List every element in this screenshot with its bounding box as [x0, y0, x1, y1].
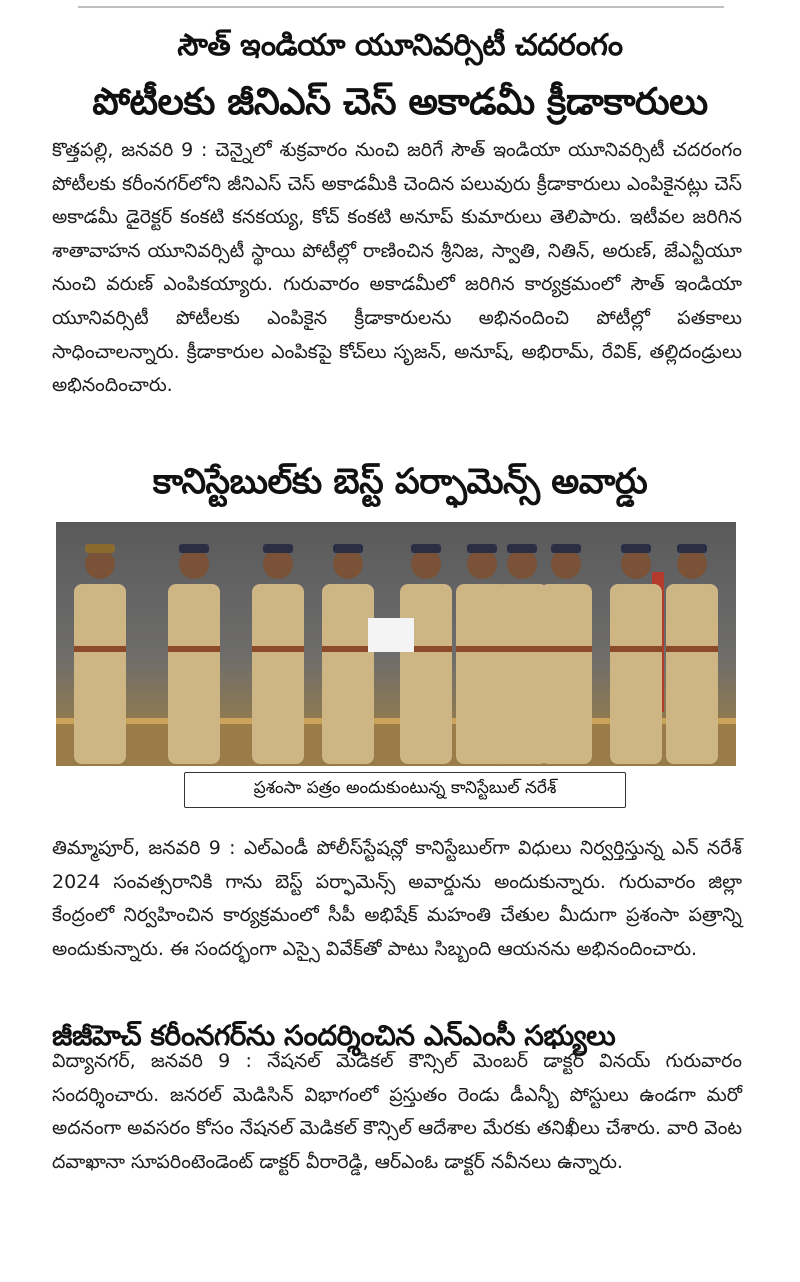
- article1-body: కొత్తపల్లి, జనవరి 9 : చెన్నైలో శుక్రవారం నుంచి జరిగే సౌత్ ఇండియా యూనివర్సిటీ చదరంగం పోటీలకు కరీంనగర్‌లోని జీనిఎస్ చెస్ అకాడమీకి చెందిన పలువురు క్రీడాకారులు ఎంపికైనట్లు చెస్ అకాడమీ డైరెక్టర్ కంకటి కనకయ్య, కోచ్ కంకటి అనూప్ కుమారులు తెలిపారు. ఇటీవల జరిగిన శాతావాహన యూనివర్సిటీ స్థాయి పోటీల్లో రాణించిన శ్రీనిజ, స్వాతి, నితిన్, అరుణ్, జేఎన్టీయూ నుంచి వరుణ్ ఎంపికయ్యారు. గురువారం అకాడమీలో జరిగిన కార్యక్రమంలో సౌత్ ఇండియా యూనివర్సిటీ పోటీలకు ఎంపికైన క్రీడాకారులను అభినందించి పోటీల్లో పతకాలు సాధించాలన్నారు. క్రీడాకారుల ఎంపికపై కోచ్‌లు సృజన్, అనూష్, అభిరామ్, రేవిక్, తల్లిదండ్రులు అభినందించారు.: [52, 139, 742, 397]
- officer-figure: [540, 544, 592, 764]
- police-officers-group-illustration: [56, 522, 736, 766]
- photo-caption: ప్రశంసా పత్రం అందుకుంటున్న కానిస్టేబుల్ నరేశ్: [184, 772, 626, 808]
- officer-figure: [666, 544, 718, 764]
- article3-headline: జీజీహెచ్ కరీంనగర్‌ను సందర్శించిన ఎన్ఎంసీ సభ్యులు: [52, 1019, 616, 1052]
- article2-body: తిమ్మాపూర్, జనవరి 9 : ఎల్ఎండీ పోలీస్‌స్టేషన్లో కానిస్టేబుల్‌గా విధులు నిర్వర్తిస్తున్న ఎన్ నరేశ్ 2024 సంవత్సరానికి గాను బెస్ట్ పర్ఫామెన్స్ అవార్డును అందుకున్నారు. గురువారం జిల్లా కేంద్రంలో నిర్వహించిన కార్యక్రమంలో సీపీ అభిషేక్ మహంతి చేతుల మీదుగా ప్రశంసా పత్రాన్ని అందుకున్నారు. ఈ సందర్భంగా ఎస్సై వివేక్‌తో పాటు సిబ్బంది ఆయనను అభినందించారు.: [52, 837, 742, 960]
- cropped-next-headline: [150, 1252, 650, 1282]
- article1-headline-line1: సౌత్ ఇండియా యూనివర్సిటీ చదరంగం: [177, 28, 623, 63]
- top-divider: [78, 6, 724, 8]
- article3-body: విద్యానగర్, జనవరి 9 : నేషనల్ మెడికల్ కౌన్సిల్ మెంబర్ డాక్టర్ వినయ్ గురువారం సందర్శించారు. జనరల్ మెడిసిన్ విభాగంలో ప్రస్తుతం రెండు డీఎన్బీ పోస్టులు ఉండగా మరో అదనంగా అవసరం కోసం నేషనల్ మెడికల్ కౌన్సిల్ ఆదేశాల మేరకు తనిఖీలు చేశారు. వారి వెంట దవాఖానా సూపరింటెండెంట్ డాక్టర్ వీరారెడ్డి, ఆర్ఎంఓ డాక్టర్ నవీనలు ఉన్నారు.: [52, 1050, 742, 1173]
- award-ceremony-photo: [56, 522, 736, 766]
- officer-figure: [74, 544, 126, 764]
- officer-figure: [322, 544, 374, 764]
- certificate: [368, 618, 414, 652]
- article2-headline: కానిస్టేబుల్‌కు బెస్ట్ పర్ఫామెన్స్ అవార్డు: [152, 462, 648, 502]
- officer-figure: [400, 544, 452, 764]
- officer-figure: [168, 544, 220, 764]
- article1-headline-line2: పోటీలకు జీనిఎస్ చెస్ అకాడమీ క్రీడాకారులు: [92, 80, 708, 123]
- officer-figure: [252, 544, 304, 764]
